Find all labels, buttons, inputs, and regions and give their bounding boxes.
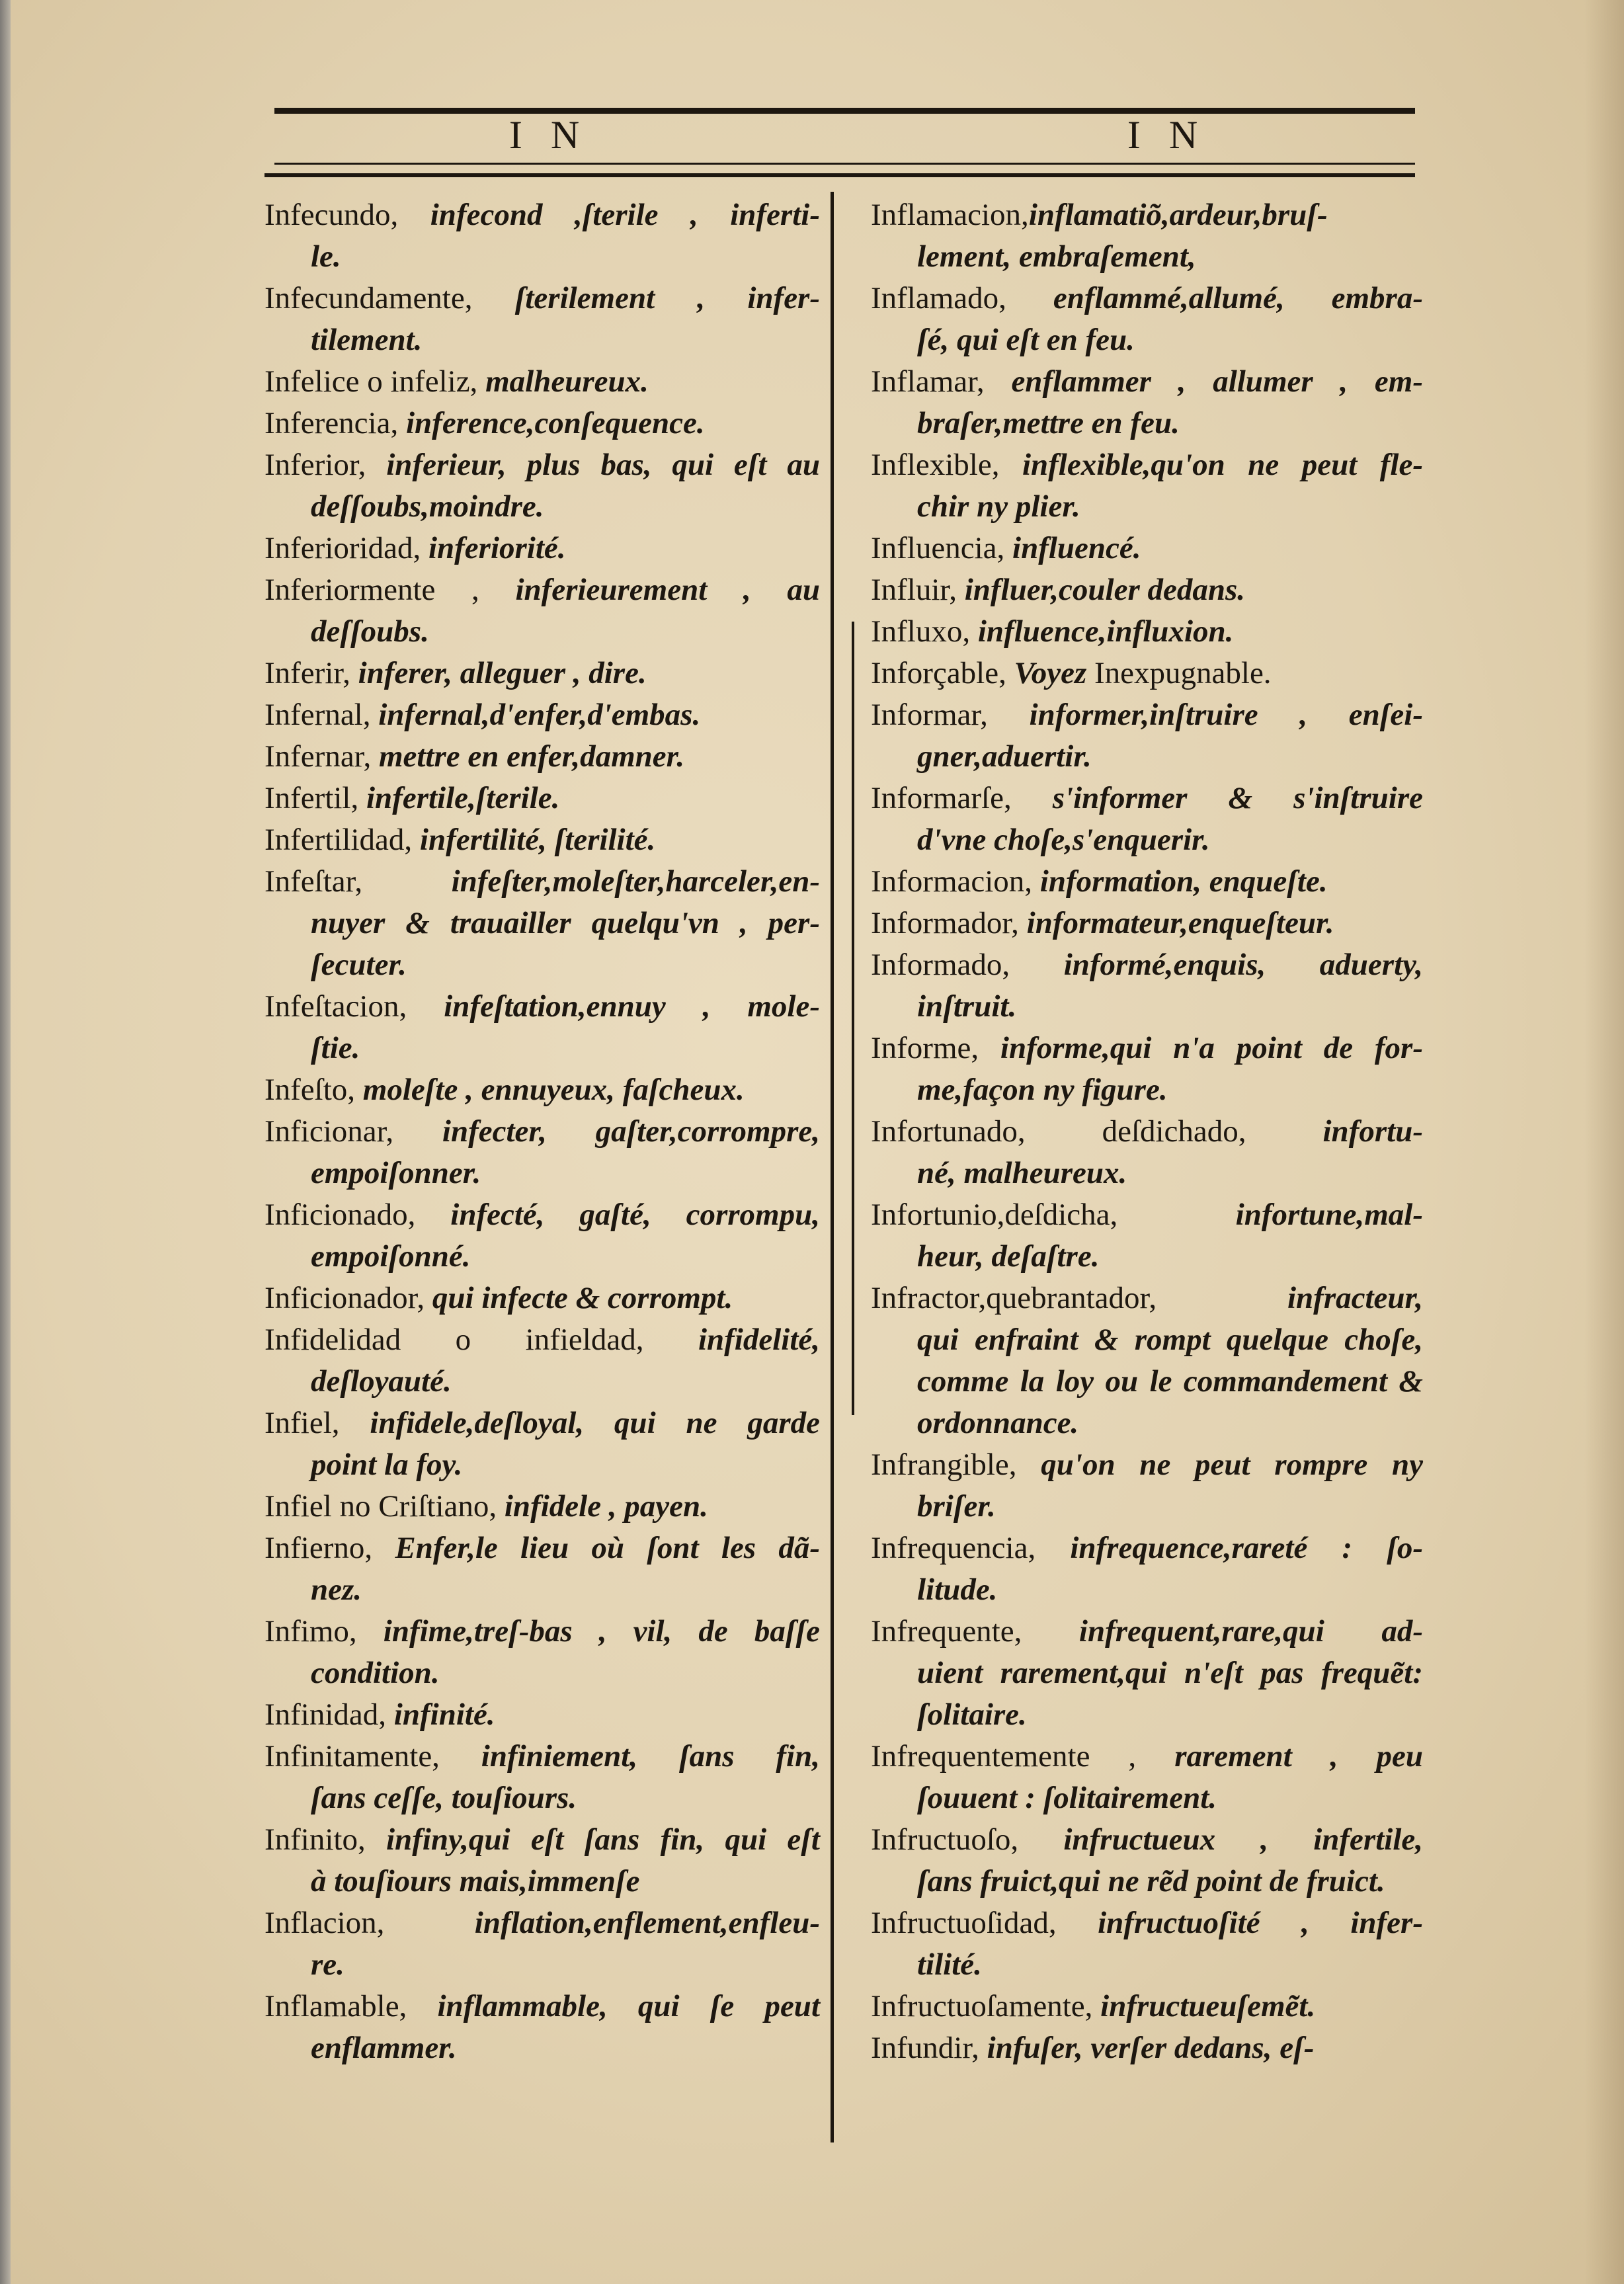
- entry-first-line: [264, 819, 820, 861]
- entry-first-line: [871, 444, 1423, 486]
- dictionary-entry: [871, 694, 1423, 778]
- french-definition: tilité.: [917, 1947, 982, 1982]
- french-definition: informe,qui n'a point de for-: [1000, 1031, 1423, 1065]
- french-definition: information, enqueſte.: [1039, 864, 1328, 899]
- headword: Inferencia,: [264, 406, 406, 440]
- french-definition: Voyez: [1014, 656, 1095, 690]
- entry-first-line: [264, 1902, 820, 1944]
- entry-continuation-line: [871, 236, 1423, 278]
- dictionary-entry: [264, 1194, 820, 1278]
- entry-first-line: [264, 1819, 820, 1861]
- entry-continuation-line: [264, 1153, 820, 1194]
- french-definition: infidele , payen.: [504, 1489, 708, 1524]
- headword: Informacion,: [871, 864, 1040, 899]
- french-definition: infructueux , infertile,: [1063, 1822, 1423, 1857]
- french-definition: s'informer & s'inſtruire: [1052, 781, 1423, 815]
- dictionary-entry: [871, 1819, 1423, 1902]
- entry-continuation-line: [264, 319, 820, 361]
- headword: Informador,: [871, 906, 1027, 940]
- french-definition: infime,treſ-bas , vil, de baſſe: [383, 1614, 820, 1649]
- french-definition: inferer, alleguer , dire.: [358, 656, 647, 690]
- entry-continuation-line: [871, 1777, 1423, 1819]
- entry-first-line: [264, 528, 820, 569]
- entry-first-line: [264, 861, 820, 903]
- dictionary-entry: [871, 1528, 1423, 1611]
- french-definition: malheureux.: [485, 364, 649, 399]
- entry-first-line: [264, 1403, 820, 1444]
- french-definition: infrequence,rareté : ſo-: [1070, 1531, 1423, 1565]
- dictionary-entry: [871, 611, 1423, 653]
- entry-first-line: [871, 1194, 1423, 1236]
- french-definition: gner,aduertir.: [917, 739, 1092, 774]
- entry-first-line: [264, 1111, 820, 1153]
- french-definition: qui infecte & corrompt.: [432, 1281, 733, 1315]
- headword: Infernar,: [264, 739, 379, 774]
- french-definition: infidele,deſloyal, qui ne garde: [370, 1406, 820, 1440]
- entry-first-line: [871, 1986, 1423, 2027]
- headword: Influir,: [871, 573, 965, 607]
- entry-continuation-line: [871, 1361, 1423, 1403]
- dictionary-entry: [871, 1444, 1423, 1528]
- dictionary-entry: [264, 444, 820, 528]
- french-definition: Enfer,le lieu où ſont les dã-: [395, 1531, 820, 1565]
- headword: Inflamado,: [871, 281, 1053, 315]
- french-definition: ſecuter.: [311, 948, 407, 982]
- entry-first-line: [871, 1111, 1423, 1153]
- french-definition: infortu-: [1322, 1114, 1423, 1149]
- entry-first-line: [264, 1611, 820, 1652]
- french-definition: point la foy.: [311, 1448, 463, 1482]
- french-definition: infecter, gaſter,corrompre,: [442, 1114, 820, 1149]
- french-definition: infertile,ſterile.: [366, 781, 560, 815]
- french-definition: braſer,mettre en feu.: [917, 406, 1180, 440]
- page-gutter-shadow: [1584, 0, 1624, 2284]
- french-definition: enflammer.: [311, 2031, 457, 2065]
- entry-first-line: [871, 278, 1423, 319]
- dictionary-entry: [871, 1611, 1423, 1736]
- headword: Infundir,: [871, 2031, 987, 2065]
- french-definition: enflammer , allumer , em-: [1011, 364, 1423, 399]
- dictionary-entry: [264, 278, 820, 361]
- french-definition: infiniement, ſans fin,: [481, 1739, 820, 1774]
- right-running-head: I N: [1127, 113, 1207, 157]
- dictionary-entry: [871, 944, 1423, 1028]
- headword: Infiel,: [264, 1406, 370, 1440]
- headword: Informar,: [871, 698, 1030, 732]
- dictionary-entry: [871, 361, 1423, 444]
- entry-continuation-line: [264, 1236, 820, 1278]
- entry-continuation-line: [264, 1777, 820, 1819]
- french-definition: infidelité,: [698, 1323, 820, 1357]
- french-definition: uient rarement,qui n'eſt pas frequẽt:: [917, 1656, 1423, 1690]
- header-bottom-rule: [264, 173, 1415, 177]
- dictionary-entry: [264, 1403, 820, 1486]
- french-definition: moleſte , ennuyeux, faſcheux.: [362, 1073, 745, 1107]
- entry-first-line: [871, 1611, 1423, 1652]
- french-definition: chir ny plier.: [917, 489, 1080, 524]
- entry-first-line: [871, 194, 1423, 236]
- french-definition: inferieur, plus bas, qui eſt au: [386, 448, 820, 482]
- french-definition: deſſoubs,moindre.: [311, 489, 544, 524]
- headword: Infortunio,deſdicha,: [871, 1198, 1236, 1232]
- entry-continuation-line: [871, 1319, 1423, 1361]
- entry-first-line: [871, 861, 1423, 903]
- headword: Infierno,: [264, 1531, 395, 1565]
- entry-first-line: [264, 569, 820, 611]
- headword: Informarſe,: [871, 781, 1053, 815]
- entry-first-line: [871, 2027, 1423, 2069]
- entry-continuation-line: [871, 1569, 1423, 1611]
- french-definition: deſloyauté.: [311, 1364, 452, 1399]
- dictionary-entry: [264, 1111, 820, 1194]
- dictionary-entry: [264, 1278, 820, 1319]
- entry-first-line: [264, 444, 820, 486]
- headword: Inflamar,: [871, 364, 1012, 399]
- french-definition: infecté, gaſté, corrompu,: [450, 1198, 821, 1232]
- entry-first-line: [264, 694, 820, 736]
- headword: Infeſtar,: [264, 864, 452, 899]
- right-column: [871, 194, 1423, 2069]
- entry-continuation-line: [871, 1403, 1423, 1444]
- entry-first-line: [264, 1278, 820, 1319]
- entry-first-line: [871, 944, 1423, 986]
- headword: Inferior,: [264, 448, 387, 482]
- entry-first-line: [871, 1736, 1423, 1777]
- entry-continuation-line: [871, 819, 1423, 861]
- entry-first-line: [871, 1028, 1423, 1069]
- entry-continuation-line: [871, 736, 1423, 778]
- entry-continuation-line: [871, 1486, 1423, 1528]
- entry-first-line: [871, 611, 1423, 653]
- dictionary-entry: [264, 736, 820, 778]
- entry-first-line: [264, 653, 820, 694]
- french-definition: infecond ,ſterile , inferti-: [430, 198, 820, 232]
- dictionary-entry: [871, 778, 1423, 861]
- french-definition: infernal,d'enfer,d'embas.: [378, 698, 701, 732]
- french-definition: informateur,enqueſteur.: [1026, 906, 1334, 940]
- headword: Infrequente,: [871, 1614, 1079, 1649]
- headword: Infidelidad o infieldad,: [264, 1323, 698, 1357]
- entry-first-line: [264, 986, 820, 1028]
- dictionary-entry: [871, 2027, 1423, 2069]
- column-divider-secondary: [852, 622, 854, 1415]
- french-definition: infortune,mal-: [1235, 1198, 1423, 1232]
- entry-continuation-line: [871, 1694, 1423, 1736]
- dictionary-entry: [264, 778, 820, 819]
- french-definition: ſans ceſſe, touſiours.: [311, 1781, 577, 1815]
- entry-first-line: [264, 1986, 820, 2027]
- entry-continuation-line: [871, 986, 1423, 1028]
- entry-first-line: [871, 1902, 1423, 1944]
- headword: Infeſtacion,: [264, 989, 444, 1024]
- french-definition: nuyer & trauailler quelqu'vn , per-: [311, 906, 820, 940]
- french-definition: qu'on ne peut rompre ny: [1041, 1448, 1423, 1482]
- headword: Infecundo,: [264, 198, 430, 232]
- french-definition: inference,conſequence.: [405, 406, 705, 440]
- entry-continuation-line: [264, 903, 820, 944]
- french-definition: inſtruit.: [917, 989, 1017, 1024]
- dictionary-entry: [871, 653, 1423, 694]
- french-definition: briſer.: [917, 1489, 996, 1524]
- french-definition: tilement.: [311, 323, 423, 357]
- french-definition: le.: [311, 239, 341, 274]
- entry-first-line: [264, 736, 820, 778]
- dictionary-entry: [264, 194, 820, 278]
- dictionary-entry: [264, 694, 820, 736]
- entry-continuation-line: [871, 403, 1423, 444]
- entry-first-line: [871, 1528, 1423, 1569]
- headword: Influxo,: [871, 614, 978, 649]
- entry-continuation-line: [871, 486, 1423, 528]
- french-definition: rarement , peu: [1174, 1739, 1423, 1774]
- french-definition: qui enfraint & rompt quelque choſe,: [917, 1323, 1423, 1357]
- dictionary-entry: [871, 194, 1423, 278]
- entry-first-line: [871, 1819, 1423, 1861]
- entry-continuation-line: [264, 236, 820, 278]
- entry-first-line: [264, 1486, 820, 1528]
- french-definition: infinité.: [393, 1697, 495, 1732]
- entry-continuation-line: [264, 1569, 820, 1611]
- dictionary-entry: [264, 1069, 820, 1111]
- dictionary-entry: [871, 1194, 1423, 1278]
- french-definition: influence,influxion.: [977, 614, 1234, 649]
- headword: Infortunado, deſdichado,: [871, 1114, 1323, 1149]
- dictionary-entry: [871, 1736, 1423, 1819]
- dictionary-entry: [264, 361, 820, 403]
- french-definition: infeſtation,ennuy , mole-: [444, 989, 820, 1024]
- dictionary-entry: [264, 1819, 820, 1902]
- entry-continuation-line: [871, 1153, 1423, 1194]
- dictionary-entry: [871, 569, 1423, 611]
- dictionary-entry: [264, 1486, 820, 1528]
- headword: Infiel no Criſtiano,: [264, 1489, 505, 1524]
- headword: Infertil,: [264, 781, 366, 815]
- headword: Inficionado,: [264, 1198, 451, 1232]
- french-definition: infuſer, verſer dedans, eſ-: [987, 2031, 1315, 2065]
- french-definition: infrequent,rare,qui ad-: [1078, 1614, 1423, 1649]
- french-definition: inflexible,qu'on ne peut fle-: [1022, 448, 1423, 482]
- french-definition: inferieurement , au: [515, 573, 820, 607]
- french-definition: informer,inſtruire , enſei-: [1029, 698, 1423, 732]
- entry-continuation-line: [871, 1069, 1423, 1111]
- french-definition: empoiſonné.: [311, 1239, 471, 1274]
- entry-continuation-line: [871, 1236, 1423, 1278]
- french-definition: deſſoubs.: [311, 614, 429, 649]
- page-edge-shadow: [0, 0, 11, 2284]
- left-column: [264, 194, 820, 2069]
- french-definition: ſans fruict,qui ne rẽd point de fruict.: [917, 1864, 1385, 1898]
- french-definition: infructueuſemẽt.: [1100, 1989, 1316, 2023]
- dictionary-entry: [871, 1111, 1423, 1194]
- french-definition: influencé.: [1012, 531, 1141, 565]
- dictionary-entry: [264, 1611, 820, 1694]
- french-definition: ſolitaire.: [917, 1697, 1027, 1732]
- entry-first-line: [264, 778, 820, 819]
- french-definition: infiny,qui eſt ſans fin, qui eſt: [386, 1822, 820, 1857]
- column-divider: [831, 192, 834, 2142]
- french-definition: à touſiours mais,immenſe: [311, 1864, 640, 1898]
- french-definition: d'vne choſe,s'enquerir.: [917, 823, 1210, 857]
- french-definition: inflation,enflement,enfleu-: [474, 1906, 820, 1940]
- french-definition: ſtie.: [311, 1031, 360, 1065]
- dictionary-entry: [264, 569, 820, 653]
- dictionary-entry: [871, 1028, 1423, 1111]
- entry-continuation-line: [264, 611, 820, 653]
- entry-first-line: [264, 1194, 820, 1236]
- french-definition: né, malheureux.: [917, 1156, 1127, 1190]
- dictionary-entry: [264, 861, 820, 986]
- headword: Inferir,: [264, 656, 358, 690]
- french-definition: re.: [311, 1947, 345, 1982]
- entry-first-line: [264, 278, 820, 319]
- entry-first-line: [264, 1319, 820, 1361]
- headword: Infinitamente,: [264, 1739, 481, 1774]
- headword: Inflexible,: [871, 448, 1022, 482]
- headword: Infructuoſamente,: [871, 1989, 1101, 2023]
- headword: Infeſto,: [264, 1073, 363, 1107]
- header-bottom-rule-thin: [274, 163, 1415, 165]
- entry-first-line: [871, 569, 1423, 611]
- dictionary-entry: [264, 986, 820, 1069]
- french-definition: infracteur,: [1287, 1281, 1423, 1315]
- entry-continuation-line: [264, 1652, 820, 1694]
- entry-first-line: [871, 903, 1423, 944]
- dictionary-entry: [264, 1986, 820, 2069]
- french-definition: litude.: [917, 1572, 998, 1607]
- headword: Infrequentemente ,: [871, 1739, 1175, 1774]
- french-definition: enflammé,allumé, embra-: [1053, 281, 1423, 315]
- dictionary-entry: [264, 1694, 820, 1736]
- entry-continuation-line: [264, 1444, 820, 1486]
- french-definition: ſouuent : ſolitairement.: [917, 1781, 1217, 1815]
- headword: Inferiormente ,: [264, 573, 516, 607]
- dictionary-entry: [871, 444, 1423, 528]
- entry-first-line: [264, 403, 820, 444]
- headword: Infructuoſo,: [871, 1822, 1064, 1857]
- french-definition: comme la loy ou le commandement &: [917, 1364, 1423, 1399]
- entry-first-line: [871, 528, 1423, 569]
- headword: Inflamable,: [264, 1989, 438, 2023]
- french-definition: mettre en enfer,damner.: [378, 739, 685, 774]
- french-definition: lement, embraſement,: [917, 239, 1196, 274]
- entry-first-line: [264, 1069, 820, 1111]
- entry-first-line: [871, 1278, 1423, 1319]
- headword: Inficionar,: [264, 1114, 442, 1149]
- french-definition: nez.: [311, 1572, 362, 1607]
- french-definition: inflammable, qui ſe peut: [437, 1989, 820, 2023]
- entry-continuation-line: [264, 944, 820, 986]
- entry-continuation-line: [871, 1944, 1423, 1986]
- dictionary-entry: [871, 1278, 1423, 1444]
- entry-first-line: [871, 1444, 1423, 1486]
- headword: Infelice o infeliz,: [264, 364, 486, 399]
- entry-first-line: [264, 1528, 820, 1569]
- entry-continuation-line: [264, 1944, 820, 1986]
- headword: Infertilidad,: [264, 823, 420, 857]
- headword: Influencia,: [871, 531, 1013, 565]
- headword: Infrangible,: [871, 1448, 1041, 1482]
- dictionary-entry: [264, 819, 820, 861]
- headword: Informado,: [871, 948, 1064, 982]
- french-definition: infertilité, ſterilité.: [419, 823, 656, 857]
- dictionary-entry: [871, 1902, 1423, 1986]
- entry-first-line: [871, 778, 1423, 819]
- dictionary-entry: [871, 903, 1423, 944]
- french-definition: infeſter,moleſter,harceler,en-: [451, 864, 820, 899]
- left-running-head: I N: [508, 113, 589, 157]
- dictionary-entry: [264, 1902, 820, 1986]
- french-definition: infructuoſité , infer-: [1098, 1906, 1423, 1940]
- headword: Infimo,: [264, 1614, 384, 1649]
- french-definition: ſterilement , infer-: [514, 281, 820, 315]
- headword: Informe,: [871, 1031, 1000, 1065]
- headword: Infernal,: [264, 698, 379, 732]
- dictionary-entry: [264, 528, 820, 569]
- entry-first-line: [264, 361, 820, 403]
- french-definition: influer,couler dedans.: [964, 573, 1246, 607]
- headword: Infructuoſidad,: [871, 1906, 1098, 1940]
- entry-first-line: [264, 1736, 820, 1777]
- dictionary-entry: [264, 403, 820, 444]
- french-definition: ordonnance.: [917, 1406, 1079, 1440]
- headword: Inflamacion,: [871, 198, 1029, 232]
- entry-continuation-line: [264, 1861, 820, 1902]
- headword: Infinidad,: [264, 1697, 394, 1732]
- entry-continuation-line: [264, 2027, 820, 2069]
- french-definition: informé,enquis, aduerty,: [1063, 948, 1424, 982]
- entry-continuation-line: [871, 1652, 1423, 1694]
- french-definition: ſé, qui eſt en feu.: [917, 323, 1135, 357]
- entry-continuation-line: [264, 486, 820, 528]
- entry-continuation-line: [264, 1361, 820, 1403]
- entry-first-line: [871, 653, 1423, 694]
- french-definition: empoiſonner.: [311, 1156, 481, 1190]
- entry-continuation-line: [264, 1028, 820, 1069]
- dictionary-entry: [264, 1528, 820, 1611]
- entry-first-line: [264, 1694, 820, 1736]
- headword: Inficionador,: [264, 1281, 432, 1315]
- dictionary-entry: [871, 278, 1423, 361]
- french-definition: inferiorité.: [428, 531, 566, 565]
- dictionary-entry: [264, 1736, 820, 1819]
- header-top-rule: [274, 108, 1415, 114]
- entry-continuation-line: [871, 1861, 1423, 1902]
- spanish-text: Inexpugnable.: [1094, 656, 1272, 690]
- french-definition: inflamatiõ,ardeur,bruſ-: [1028, 198, 1328, 232]
- headword: Infinito,: [264, 1822, 386, 1857]
- headword: Inforçable,: [871, 656, 1014, 690]
- french-definition: heur, deſaſtre.: [917, 1239, 1100, 1274]
- headword: Inflacion,: [264, 1906, 475, 1940]
- entry-first-line: [871, 361, 1423, 403]
- headword: Infractor,quebrantador,: [871, 1281, 1287, 1315]
- dictionary-entry: [871, 528, 1423, 569]
- entry-first-line: [871, 694, 1423, 736]
- dictionary-entry: [264, 1319, 820, 1403]
- french-definition: me,façon ny figure.: [917, 1073, 1168, 1107]
- entry-continuation-line: [871, 319, 1423, 361]
- entry-first-line: [264, 194, 820, 236]
- dictionary-entry: [871, 861, 1423, 903]
- headword: Infrequencia,: [871, 1531, 1071, 1565]
- french-definition: condition.: [311, 1656, 440, 1690]
- headword: Inferioridad,: [264, 531, 428, 565]
- dictionary-entry: [264, 653, 820, 694]
- dictionary-entry: [871, 1986, 1423, 2027]
- headword: Infecundamente,: [264, 281, 515, 315]
